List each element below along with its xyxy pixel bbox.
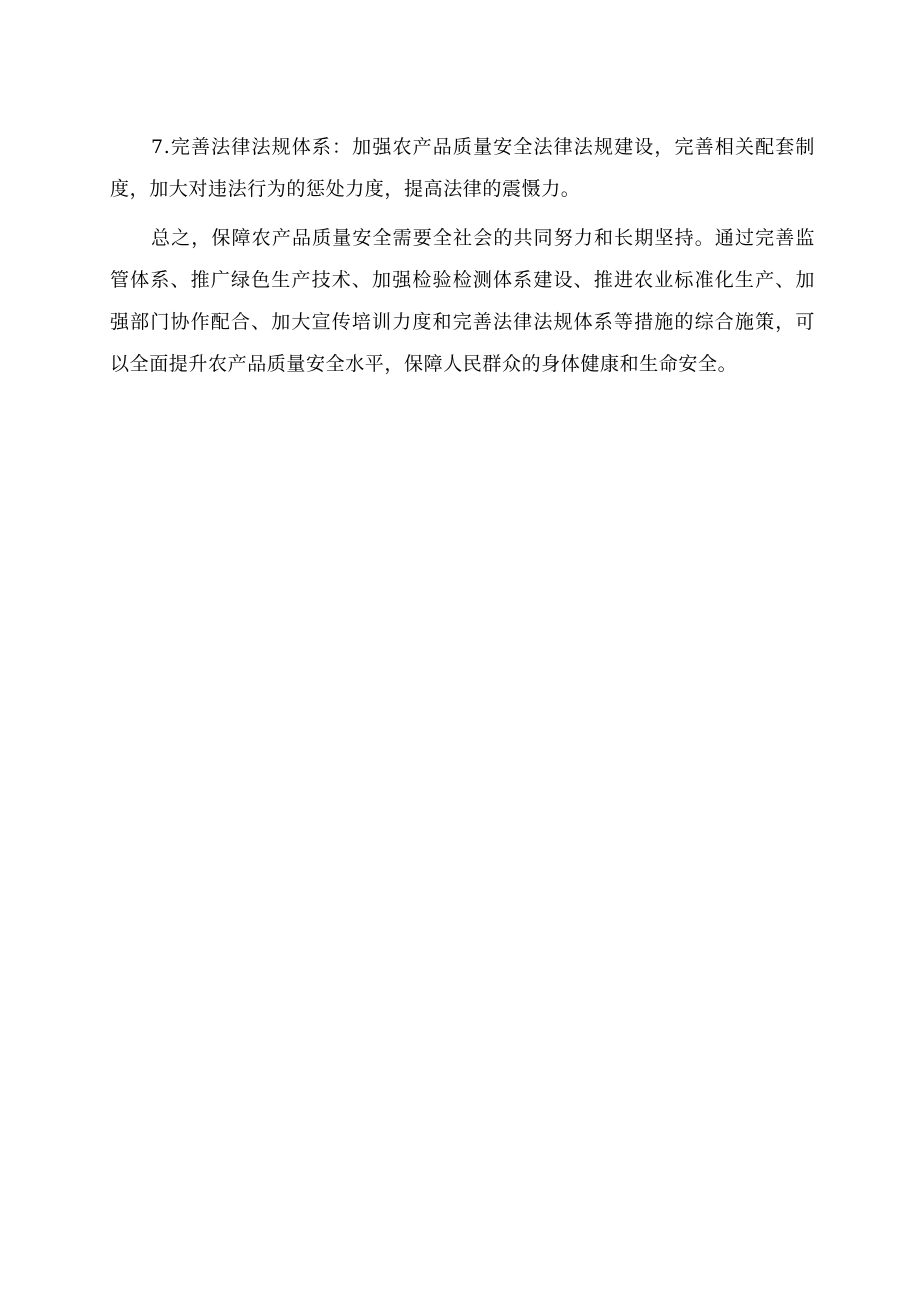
paragraph-summary: 总之，保障农产品质量安全需要全社会的共同努力和长期坚持。通过完善监管体系、推广绿色生产技术、加强检验检测体系建设、推进农业标准化生产、加强部门协作配合、加大宣传培训力度和完善法律法规体系等措施的综合施策，可以全面提升农产品质量安全水平，保障人民群众的身体健康和生命安全。 bbox=[110, 227, 815, 375]
paragraph-legal-system: 7.完善法律法规体系：加强农产品质量安全法律法规建设，完善相关配套制度，加大对违法行为的惩处力度，提高法律的震慑力。 bbox=[110, 136, 815, 200]
document-body bbox=[110, 126, 815, 385]
